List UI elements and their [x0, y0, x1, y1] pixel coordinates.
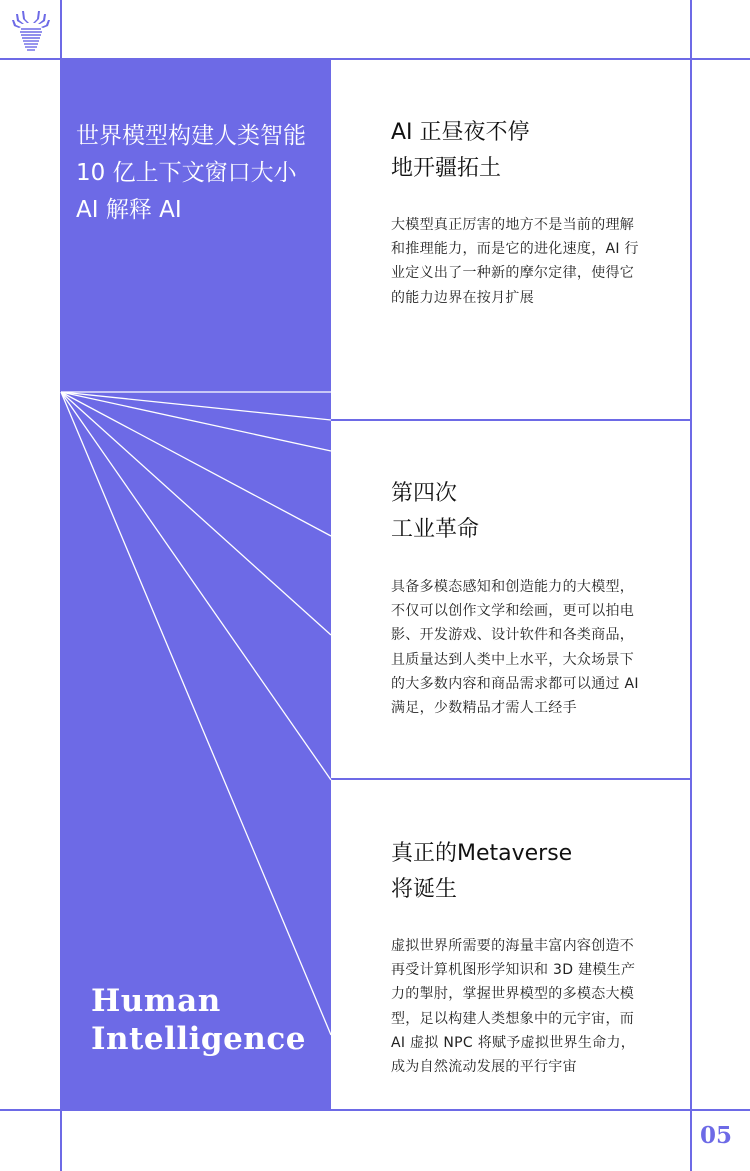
title-line-2: Intelligence	[91, 1021, 306, 1057]
page-number: 05	[700, 1122, 733, 1149]
section-body: 虚拟世界所需要的海量丰富内容创造不再受计算机图形学知识和 3D 建模生产力的掣肘，掌握世界模型的多模态大模型，足以构建人类想象中的元宇宙，而 AI 虚拟 NPC 将赋予虚拟世界生命力，成为自然流动发展的平行宇宙	[391, 938, 636, 1076]
section-body: 具备多模态感知和创造能力的大模型，不仅可以创作文学和绘画，更可以拍电影、开发游戏、设计软件和各类商品，且质量达到人类中上水平，大众场景下的大多数内容和商品需求都可以通过 AI 满足，少数精品才需人工经手	[391, 579, 639, 717]
deer-head-icon	[10, 10, 52, 54]
section-title-line: 工业革命	[391, 517, 480, 542]
section-title	[391, 836, 641, 908]
section-title-line: 地开疆拓土	[391, 156, 502, 181]
feature-line: AI 解释 AI	[76, 197, 182, 223]
ray-line	[61, 392, 331, 635]
section-title	[391, 476, 641, 548]
ray-line	[61, 392, 331, 780]
left-feature-list	[76, 118, 306, 229]
ray-line	[61, 392, 331, 420]
section-title	[391, 115, 641, 187]
feature-line: 世界模型构建人类智能	[76, 123, 306, 149]
human-intelligence-title	[91, 982, 306, 1058]
ray-line	[61, 392, 331, 1035]
feature-line: 10 亿上下文窗口大小	[76, 160, 297, 186]
section-title-line: 将诞生	[391, 877, 458, 902]
section-title-line: AI 正昼夜不停	[391, 120, 530, 145]
section-1	[391, 115, 641, 310]
section-title-line: 第四次	[391, 481, 458, 506]
section-body: 大模型真正厉害的地方不是当前的理解和推理能力，而是它的进化速度，AI 行业定义出了一种新的摩尔定律，使得它的能力边界在按月扩展	[391, 217, 639, 306]
title-line-1: Human	[91, 983, 221, 1019]
section-2	[391, 476, 641, 720]
section-3	[391, 836, 641, 1079]
section-title-line: 真正的Metaverse	[391, 841, 573, 866]
ray-line	[61, 392, 331, 536]
ray-line	[61, 392, 331, 451]
